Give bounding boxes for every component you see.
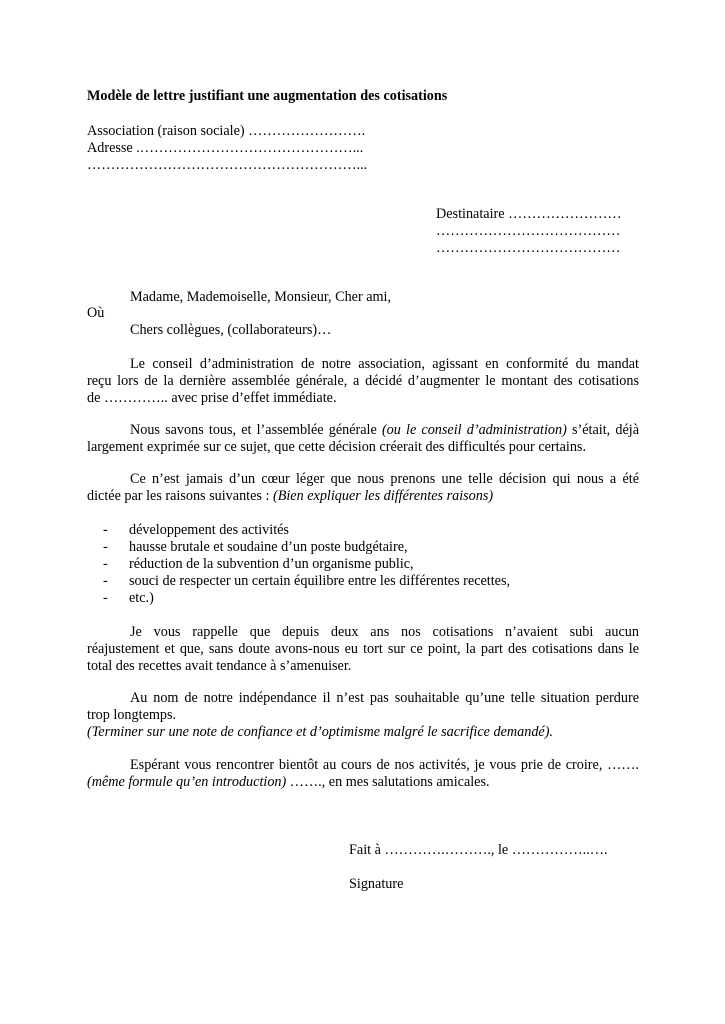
bullet-dash: - (103, 556, 108, 572)
paragraph-line: total des recettes avait tendance à s’amenuiser. (87, 658, 352, 674)
paragraph-line: Le conseil d’administration de notre association, agissant en conformité du mandat (130, 356, 639, 372)
salutation-line-2: Chers collègues, (collaborateurs)… (130, 322, 332, 338)
paragraph-line: réajustement et que, sans doute avons-nous eu tort sur ce point, la part des cotisations dans le (87, 641, 639, 657)
bullet-dash: - (103, 522, 108, 538)
paragraph-line: Ce n’est jamais d’un cœur léger que nous prenons une telle décision qui nous a été (130, 471, 639, 487)
paragraph-line: Je vous rappelle que depuis deux ans nos cotisations n’avaient subi aucun (130, 624, 639, 640)
list-item: développement des activités (129, 522, 289, 538)
text-span: Nous savons tous, et l’assemblée générale (130, 422, 377, 438)
list-item: souci de respecter un certain équilibre entre les différentes recettes, (129, 573, 511, 589)
list-item: réduction de la subvention d’un organisme public, (129, 556, 414, 572)
bullet-dash: - (103, 539, 108, 555)
sender-association: Association (raison sociale) ……………………. (87, 123, 366, 139)
list-item: hausse brutale et soudaine d’un poste budgétaire, (129, 539, 408, 555)
paragraph-line (87, 774, 639, 791)
recipient-line-2: ………………………………… (436, 223, 621, 239)
paragraph-line: trop longtemps. (87, 707, 177, 723)
recipient-label: Destinataire …………………… (436, 206, 622, 222)
signature-label: Signature (349, 876, 404, 892)
paragraph-reminder (87, 624, 639, 675)
salutation-or: Où (87, 305, 105, 321)
paragraph-line: de ………….. avec prise d’effet immédiate. (87, 390, 337, 406)
paragraph-line (87, 422, 639, 439)
bullet-dash: - (103, 573, 108, 589)
place-date-line: Fait à ………….………., le ……………..…. (349, 842, 608, 858)
paragraph-line: Au nom de notre indépendance il n’est pas souhaitable qu’une telle situation perdure (130, 690, 639, 706)
paragraph-known (87, 422, 639, 456)
text-span: dictée par les raisons suivantes : (87, 488, 270, 504)
italic-note: (Terminer sur une note de confiance et d’optimisme malgré le sacrifice demandé). (87, 724, 553, 740)
italic-note: (même formule qu’en introduction) (87, 774, 287, 790)
paragraph-line: largement exprimée sur ce sujet, que cette décision créerait des difficultés pour certains. (87, 439, 586, 455)
bullet-dash: - (103, 590, 108, 606)
sender-address-line: …………………………………………………... (87, 157, 368, 173)
recipient-line-3: ………………………………… (436, 240, 621, 256)
sender-address: Adresse .………………………………………... (87, 140, 364, 156)
paragraph-closing (87, 757, 639, 791)
salutation-line-1: Madame, Mademoiselle, Monsieur, Cher ami, (130, 289, 392, 305)
paragraph-reasons (87, 471, 639, 505)
list-item: etc.) (129, 590, 154, 606)
paragraph-decision (87, 356, 639, 407)
paragraph-line: Espérant vous rencontrer bientôt au cours de nos activités, je vous prie de croire, ……. (130, 757, 639, 773)
text-span: ……., en mes salutations amicales. (289, 774, 490, 790)
italic-note: (ou le conseil d’administration) (381, 422, 567, 438)
text-span: s’était, déjà (572, 422, 640, 438)
paragraph-line: reçu lors de la dernière assemblée générale, a décidé d’augmenter le montant des cotisations (87, 373, 639, 389)
paragraph-line (87, 488, 639, 505)
document-title: Modèle de lettre justifiant une augmentation des cotisations (87, 88, 448, 104)
italic-note: (Bien expliquer les différentes raisons) (272, 488, 494, 504)
paragraph-independence (87, 690, 639, 741)
